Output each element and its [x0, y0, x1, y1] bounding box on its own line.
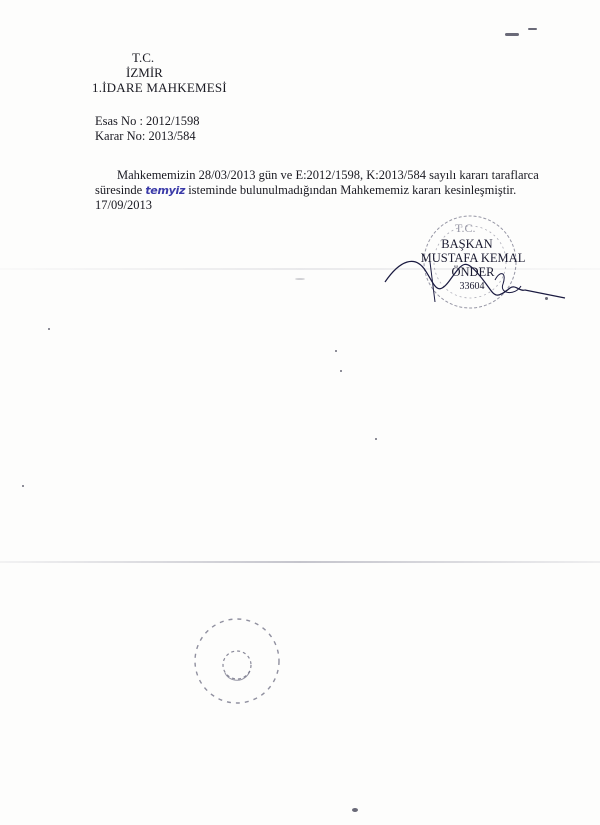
scan-speck: [22, 485, 24, 487]
handwritten-word: temyiz: [145, 184, 186, 197]
case-numbers: [95, 114, 200, 144]
signature-name: MUSTAFA KEMAL: [420, 251, 526, 265]
karar-label: Karar No:: [95, 129, 146, 143]
signature-title: BAŞKAN: [441, 237, 493, 251]
paragraph-line-2-start: süresinde: [95, 183, 143, 197]
decision-paragraph: [95, 168, 587, 213]
city-label: İZMİR: [126, 65, 163, 80]
esas-label: Esas No: [95, 114, 137, 128]
scan-speck: [545, 297, 548, 300]
scan-speck: [340, 370, 342, 372]
scan-speck: [528, 28, 537, 30]
signature-number: 33604: [459, 281, 485, 292]
court-header: [92, 50, 252, 95]
decision-date: 17/09/2013: [95, 198, 152, 212]
esas-value: : 2012/1598: [139, 114, 200, 128]
karar-row: [95, 129, 200, 144]
scan-speck: [352, 808, 358, 812]
paragraph-line-1: Mahkememizin 28/03/2013 gün ve E:2012/1598, K:2013/584 sayılı kararı taraflarca: [117, 168, 539, 182]
country-label: T.C.: [132, 50, 155, 65]
scan-speck: [295, 278, 305, 280]
scan-speck: [505, 33, 519, 36]
signature-surname: ÖNDER: [451, 265, 495, 279]
karar-value: 2013/584: [148, 129, 196, 143]
faded-stamp-icon: [185, 613, 285, 708]
paragraph-line-2-end: isteminde bulunulmadığından Mahkememiz kararı kesinleşmiştir.: [188, 183, 517, 197]
esas-row: [95, 114, 200, 129]
signature-block: [375, 210, 575, 320]
svg-text:T.C.: T.C.: [455, 221, 476, 235]
scan-speck: [48, 328, 50, 330]
middle-fold-line: [0, 561, 600, 563]
paragraph-line-2: [95, 183, 587, 198]
scan-speck: [335, 350, 337, 352]
court-name: 1.İDARE MAHKEMESİ: [92, 80, 227, 95]
scan-speck: [375, 438, 377, 440]
